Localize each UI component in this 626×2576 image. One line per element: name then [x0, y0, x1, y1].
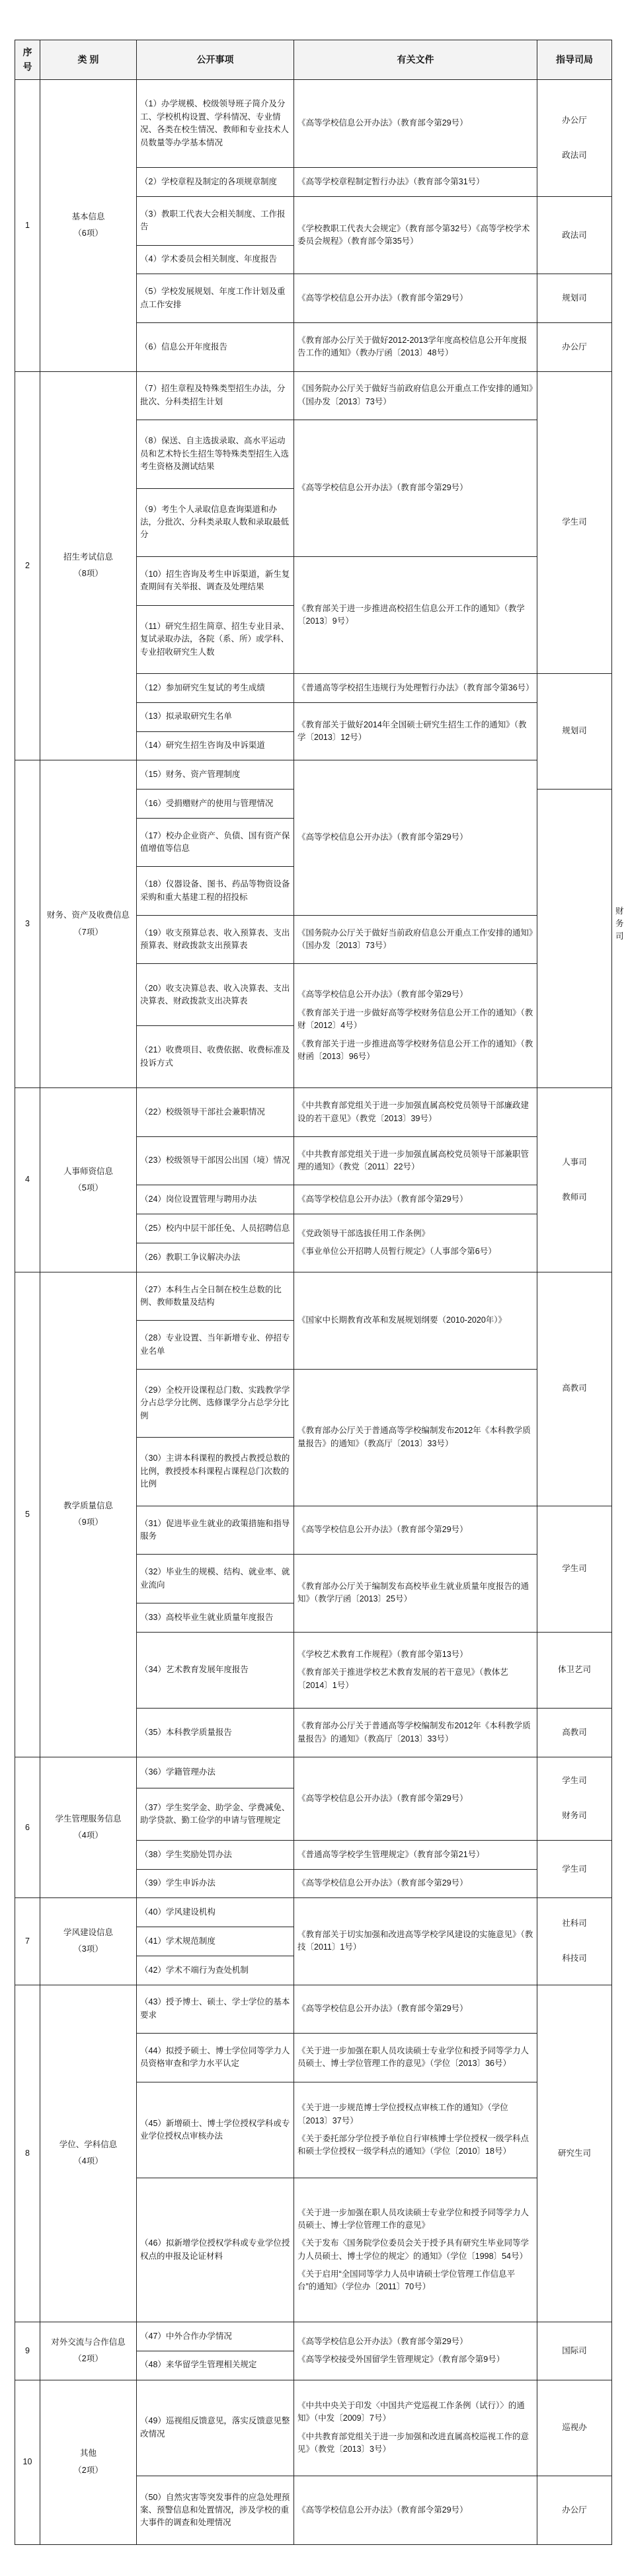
document-line: 《高等学校信息公开办法》（教育部令第29号）	[297, 1793, 468, 1803]
guiding-department	[537, 1840, 612, 1897]
department-line: 人事司	[562, 1157, 587, 1167]
disclosure-item	[137, 1757, 294, 1788]
document-line: 《高等学校信息公开办法》（教育部令第29号）	[297, 293, 468, 303]
table-row	[15, 1898, 612, 1927]
disclosure-item	[137, 1321, 294, 1370]
disclosure-item-text: （7）招生章程及特殊类型招生办法，分批次、分科类招生计划	[140, 384, 286, 406]
disclosure-item-text: （31）促进毕业生就业的政策措施和指导服务	[140, 1518, 290, 1541]
related-document	[294, 2178, 537, 2322]
category-count: （8项）	[73, 569, 103, 579]
department-line: 巡视办	[562, 2423, 587, 2433]
related-document	[294, 1136, 537, 1185]
row-category	[40, 1898, 137, 1985]
disclosure-item	[137, 80, 294, 168]
disclosure-item	[137, 1788, 294, 1840]
disclosure-item	[137, 420, 294, 488]
related-document	[294, 1555, 537, 1632]
department-line: 办公厅	[562, 115, 587, 125]
disclosure-item-text: （2）学校章程及制定的各项规章制度	[140, 176, 277, 186]
related-document	[294, 915, 537, 964]
guiding-department	[537, 1088, 612, 1272]
document-line: 《教育部办公厅关于普通高等学校编制发布2012年《本科教学质量报告》的通知》（教高厅〔2013〕33号）	[297, 1426, 531, 1448]
category-name: 基本信息	[71, 211, 105, 221]
table-body	[15, 80, 624, 2545]
document-line: 《教育部办公厅关于做好2012-2013学年度高校信息公开年度报告工作的通知》（教办厅函〔2013〕48号）	[297, 335, 528, 358]
category-name: 其他	[79, 2448, 97, 2458]
disclosure-item-text: （3）教职工代表大会相关制度、工作报告	[140, 209, 286, 232]
related-document	[294, 1985, 537, 2034]
document-line: 《教育部办公厅关于编制发布高校毕业生就业质量年度报告的通知》（教学厅函〔2013〕25号）	[297, 1582, 529, 1604]
disclosure-table	[15, 40, 624, 2545]
category-name: 学风建设信息	[63, 1928, 113, 1938]
disclosure-item	[137, 488, 294, 556]
disclosure-item	[137, 1927, 294, 1956]
related-document	[294, 964, 537, 1088]
guiding-department	[537, 1272, 612, 1506]
related-document	[294, 674, 537, 703]
disclosure-item	[137, 557, 294, 606]
disclosure-item	[137, 2322, 294, 2351]
related-document	[294, 2476, 537, 2545]
row-seq: 8	[15, 1985, 40, 2322]
row-category	[40, 1272, 137, 1757]
disclosure-item	[137, 1369, 294, 1437]
guiding-department	[537, 1898, 612, 1985]
header-seq: 序号	[15, 40, 40, 80]
row-seq: 2	[15, 371, 40, 760]
disclosure-item	[137, 915, 294, 964]
disclosure-item-text: （49）巡视组反馈意见，落实反馈意见整改情况	[140, 2416, 290, 2439]
disclosure-item	[137, 168, 294, 197]
document-line: 《教育部关于推进学校艺术教育发展的若干意见》（教体艺〔2014〕1号）	[297, 1668, 508, 1690]
guiding-department	[537, 2476, 612, 2545]
disclosure-item-text: （45）新增硕士、博士学位授权学科或专业学位授权点审核办法	[140, 2118, 290, 2141]
disclosure-item	[137, 1185, 294, 1214]
document-line: 《普通高等学校招生违规行为处理暂行办法》（教育部令第36号）	[297, 682, 534, 692]
disclosure-item	[137, 2380, 294, 2476]
department-line: 财务司	[562, 1811, 587, 1821]
department-line: 国际司	[562, 2345, 587, 2355]
document-line: 《高等学校信息公开办法》（教育部令第29号）	[297, 1878, 468, 1888]
department-line: 高教司	[562, 1383, 587, 1393]
document-line: 《高等学校信息公开办法》（教育部令第29号）	[297, 832, 468, 842]
disclosure-item-text: （48）来华留学生管理相关规定	[140, 2360, 257, 2370]
related-document	[294, 2082, 537, 2178]
document-line: 《高等学校信息公开办法》（教育部令第29号）	[297, 2505, 468, 2515]
document-line: 《教育部关于进一步推进高校招生信息公开工作的通知》（教学〔2013〕9号）	[297, 603, 525, 626]
row-seq: 6	[15, 1757, 40, 1897]
header-category: 类 别	[40, 40, 137, 80]
related-document	[294, 1632, 537, 1709]
disclosure-item	[137, 2082, 294, 2178]
row-category	[40, 1985, 137, 2322]
disclosure-item-text: （32）毕业生的规模、结构、就业率、就业流向	[140, 1567, 290, 1590]
document-line: 《教育部关于切实加强和改进高等学校学风建设的实施意见》（教技〔2011〕1号）	[297, 1930, 533, 1952]
table-row	[15, 1985, 612, 2034]
related-document	[294, 1709, 537, 1757]
disclosure-item	[137, 1555, 294, 1603]
disclosure-item	[137, 2476, 294, 2545]
disclosure-item-text: （41）学术规范制度	[140, 1936, 215, 1946]
related-document	[294, 2322, 537, 2380]
department-line: 研究生司	[557, 2148, 591, 2158]
disclosure-item	[137, 674, 294, 703]
category-name: 财务、资产及收费信息	[46, 910, 130, 920]
disclosure-item	[137, 371, 294, 420]
related-document	[294, 1214, 537, 1272]
disclosure-item-text: （44）拟授予硕士、博士学位同等学力人员资格审查和学力水平认定	[140, 2046, 290, 2069]
disclosure-item-text: （14）研究生招生咨询及申诉渠道	[140, 741, 265, 751]
document-line: 《关于进一步加强在职人员攻读硕士专业学位和授予同等学力人员硕士、博士学位管理工作的意见》	[297, 2207, 529, 2230]
disclosure-item	[137, 1632, 294, 1709]
row-category	[40, 371, 137, 760]
disclosure-item	[137, 1214, 294, 1243]
guiding-department	[537, 2380, 612, 2476]
disclosure-item	[137, 818, 294, 867]
department-line: 社科司	[562, 1919, 587, 1929]
document-line: 《高等学校信息公开办法》（教育部令第29号）	[297, 990, 468, 1000]
related-document	[294, 1840, 537, 1869]
disclosure-item-text: （10）招生咨询及考生申诉渠道，新生复查期间有关举报、调查及处理结果	[140, 569, 290, 592]
disclosure-item	[137, 1898, 294, 1927]
related-document	[294, 1757, 537, 1840]
row-category	[40, 80, 137, 372]
disclosure-item-text: （36）学籍管理办法	[140, 1767, 215, 1777]
document-line: 《教育部办公厅关于普通高等学校编制发布2012年《本科教学质量报告》的通知》（教高厅〔2013〕33号）	[297, 1721, 531, 1744]
category-name: 学生管理服务信息	[55, 1814, 122, 1823]
category-count: （9项）	[73, 1518, 103, 1527]
row-category	[40, 1088, 137, 1272]
department-line: 学生司	[562, 1776, 587, 1786]
related-document	[294, 322, 537, 371]
disclosure-item	[137, 867, 294, 916]
table-row	[15, 2380, 612, 2476]
document-line: 《高等学校章程制定暂行办法》（教育部令第31号）	[297, 176, 485, 186]
guiding-department	[537, 674, 612, 790]
document-line: 《学校教职工代表大会规定》（教育部令第32号）《高等学校学术委员会规程》（教育部令第35号）	[297, 223, 530, 246]
document-line: 《关于进一步加强在职人员攻读硕士专业学位和授予同等学力人员硕士、博士学位管理工作的意见》（学位〔2013〕36号）	[297, 2046, 529, 2069]
row-seq: 9	[15, 2322, 40, 2380]
related-document	[294, 1272, 537, 1369]
document-line: 《教育部关于进一步做好高等学校财务信息公开工作的通知》（教财〔2012〕4号）	[297, 1008, 533, 1031]
document-line: 《高等学校信息公开办法》（教育部令第29号）	[297, 118, 468, 128]
header-dept: 指导司局	[537, 40, 612, 80]
document-line: 《国务院办公厅关于做好当前政府信息公开重点工作安排的通知》（国办发〔2013〕73号）	[297, 384, 533, 406]
disclosure-item-text: （42）学术不端行为查处机制	[140, 1965, 249, 1975]
category-count: （2项）	[73, 2354, 103, 2364]
row-category	[40, 760, 137, 1088]
row-category	[40, 2380, 137, 2544]
department-line: 政法司	[562, 230, 587, 240]
department-line: 办公厅	[562, 2505, 587, 2515]
category-count: （5项）	[73, 1183, 103, 1193]
disclosure-item	[137, 1438, 294, 1506]
category-name: 对外交流与合作信息	[51, 2337, 126, 2347]
department-line: 规划司	[562, 293, 587, 303]
document-line: 《关于委托部分学位授予单位自行审核博士学位授权一级学科点和硕士学位授权一级学科点的通知》（学位〔2010〕18号）	[297, 2134, 529, 2156]
related-document	[294, 1506, 537, 1555]
category-count: （7项）	[73, 927, 103, 937]
disclosure-item	[137, 1603, 294, 1632]
department-line: 学生司	[562, 1563, 587, 1573]
table-row	[15, 1757, 612, 1788]
category-count: （4项）	[73, 1831, 103, 1841]
related-document	[294, 1088, 537, 1137]
related-document	[294, 702, 537, 760]
disclosure-item	[137, 1985, 294, 2034]
disclosure-item-text: （11）研究生招生简章、招生专业目录、复试录取办法，各院（系、所）或学科、专业招收研究生人数	[140, 621, 290, 657]
disclosure-item-text: （43）授予博士、硕士、学士学位的基本要求	[140, 1997, 290, 2020]
disclosure-item	[137, 274, 294, 323]
department-line: 学生司	[562, 1864, 587, 1874]
document-line: 《高等学校信息公开办法》（教育部令第29号）	[297, 2004, 468, 2014]
related-document	[294, 168, 537, 197]
disclosure-item-text: （46）拟新增学位授权学科或专业学位授权点的申报及论证材料	[140, 2238, 290, 2261]
table-row	[15, 371, 612, 420]
header-doc: 有关文件	[294, 40, 537, 80]
document-line: 《教育部关于做好2014年全国硕士研究生招生工作的通知》（教学〔2013〕12号）	[297, 719, 527, 743]
disclosure-item	[137, 789, 294, 818]
category-name: 招生考试信息	[63, 552, 113, 562]
disclosure-item	[137, 702, 294, 731]
document-line: 《高等学校接受外国留学生管理规定》（教育部令第9号）	[297, 2355, 505, 2365]
category-name: 人事师资信息	[63, 1166, 113, 1176]
disclosure-item-text: （17）校办企业资产、负债、国有资产保值增值等信息	[140, 830, 290, 853]
guiding-department	[537, 1709, 612, 1757]
category-count: （4项）	[73, 2156, 103, 2166]
disclosure-item	[137, 245, 294, 274]
disclosure-item-text: （23）校级领导干部因公出国（境）情况	[140, 1156, 290, 1165]
department-line: 学生司	[562, 517, 587, 527]
row-seq: 5	[15, 1272, 40, 1757]
document-line: 《关于发布〈国务院学位委员会关于授予具有研究生毕业同等学力人员硕士、博士学位的规定〉的通知》（学位〔1998〕54号）	[297, 2238, 529, 2261]
disclosure-item-text: （4）学术委员会相关制度、年度报告	[140, 254, 277, 264]
table-row	[15, 1088, 612, 1137]
related-document	[294, 1869, 537, 1898]
disclosure-item	[137, 605, 294, 673]
guiding-department	[537, 1757, 612, 1840]
disclosure-item	[137, 964, 294, 1026]
related-document	[294, 274, 537, 323]
document-line: 《高等学校信息公开办法》（教育部令第29号）	[297, 483, 468, 493]
document-line: 《教育部关于进一步推进高等学校财务信息公开工作的通知》（教财函〔2013〕96号）	[297, 1039, 533, 1061]
table-row	[15, 2322, 612, 2351]
related-document	[294, 420, 537, 557]
document-line: 《中共教育部党组关于进一步加强和改进直属高校巡视工作的意见》（教党〔2013〕3号）	[297, 2431, 529, 2454]
department-line: 科技司	[562, 1954, 587, 1964]
document-line: 《高等学校信息公开办法》（教育部令第29号）	[297, 2336, 468, 2346]
related-document	[294, 760, 537, 916]
disclosure-item-text: （18）仪器设备、图书、药品等物资设备采购和重大基建工程的招投标	[140, 879, 290, 902]
document-line: 《学校艺术教育工作规程》（教育部令第13号）	[297, 1649, 468, 1659]
document-line: 《国家中长期教育改革和发展规划纲要（2010-2020年）》	[297, 1315, 507, 1325]
disclosure-item	[137, 1709, 294, 1757]
document-line: 《中共中央关于印发〈中国共产党巡视工作条例（试行）〉的通知》（中发〔2009〕7号）	[297, 2401, 525, 2423]
disclosure-item-text: （40）学风建设机构	[140, 1907, 215, 1917]
related-document	[294, 80, 537, 168]
disclosure-item	[137, 2351, 294, 2380]
disclosure-item-text: （20）收支决算总表、收入决算表、支出决算表、财政拨款支出决算表	[140, 983, 290, 1006]
guiding-department	[537, 1632, 612, 1709]
guiding-department	[537, 274, 612, 323]
disclosure-item-text: （26）教职工争议解决办法	[140, 1252, 241, 1262]
category-count: （3项）	[73, 1944, 103, 1954]
row-category	[40, 1757, 137, 1897]
disclosure-item	[137, 1088, 294, 1137]
related-document	[294, 2380, 537, 2476]
document-line: 《关于进一步规范博士学位授权点审核工作的通知》（学位〔2013〕37号）	[297, 2103, 508, 2125]
category-count: （6项）	[73, 229, 103, 239]
disclosure-item	[137, 1026, 294, 1088]
table-row	[15, 80, 612, 168]
disclosure-item	[137, 1956, 294, 1985]
disclosure-item-text: （15）财务、资产管理制度	[140, 769, 241, 779]
document-line: 《事业单位公开招聘人员暂行规定》（人事部令第6号）	[297, 1247, 496, 1257]
disclosure-item-text: （47）中外合作办学情况	[140, 2331, 232, 2341]
disclosure-item-text: （25）校内中层干部任免、人员招聘信息	[140, 1223, 290, 1233]
disclosure-item	[137, 197, 294, 246]
disclosure-item-text: （50）自然灾害等突发事件的应急处理预案、预警信息和处置情况，涉及学校的重大事件的调查和处理情况	[140, 2492, 290, 2528]
table-row	[15, 1272, 612, 1321]
guiding-department	[537, 1506, 612, 1632]
disclosure-item-text: （29）全校开设课程总门数、实践教学学分占总学分比例、选修课学分占总学分比例	[140, 1385, 290, 1420]
department-line: 政法司	[562, 151, 587, 161]
disclosure-item-text: （39）学生申诉办法	[140, 1878, 215, 1888]
document-line: 《关于启用“全国同等学力人员申请硕士学位管理工作信息平台”的通知》（学位办〔2011〕70号）	[297, 2269, 516, 2292]
guiding-department	[537, 197, 612, 274]
disclosure-item	[137, 1869, 294, 1898]
disclosure-item-text: （1）办学规模、校级领导班子简介及分工、学校机构设置、学科情况、专业情况、各类在校生情况、教师和专业技术人员数量等办学基本情况	[140, 99, 290, 147]
disclosure-item-text: （27）本科生占全日制在校生总数的比例、教师数量及结构	[140, 1284, 282, 1307]
disclosure-item	[137, 1136, 294, 1185]
document-line: 《国务院办公厅关于做好当前政府信息公开重点工作安排的通知》（国办发〔2013〕73号）	[297, 928, 533, 951]
row-seq: 4	[15, 1088, 40, 1272]
document-line: 《党政领导干部选拔任用工作条例》	[297, 1229, 430, 1239]
row-seq: 7	[15, 1898, 40, 1985]
disclosure-item	[137, 1506, 294, 1555]
related-document	[294, 1369, 537, 1506]
disclosure-item-text: （12）参加研究生复试的考生成绩	[140, 682, 265, 692]
disclosure-item-text: （21）收费项目、收费依据、收费标准及投诉方式	[140, 1045, 290, 1068]
document-line: 《中共教育部党组关于进一步加强直属高校党员领导干部兼职管理的通知》（教党〔2011〕22号）	[297, 1149, 529, 1172]
disclosure-item-text: （24）岗位设置管理与聘用办法	[140, 1195, 257, 1204]
disclosure-item-text: （9）考生个人录取信息查询渠道和办法，分批次、分科类录取人数和录取最低分	[140, 504, 290, 540]
disclosure-item	[137, 760, 294, 790]
related-document	[294, 371, 537, 420]
disclosure-item-text: （33）高校毕业生就业质量年度报告	[140, 1612, 274, 1622]
category-count: （2项）	[73, 2465, 103, 2475]
related-document	[294, 557, 537, 674]
department-line: 办公厅	[562, 342, 587, 351]
document-line: 《普通高等学校学生管理规定》（教育部令第21号）	[297, 1849, 485, 1859]
disclosure-item-text: （28）专业设置、当年新增专业、停招专业名单	[140, 1333, 290, 1356]
department-line: 高教司	[562, 1728, 587, 1737]
disclosure-item-text: （5）学校发展规划、年度工作计划及重点工作安排	[140, 287, 286, 309]
document-line: 《中共教育部党组关于进一步加强直属高校党员领导干部廉政建设的若干意见》（教党〔2013〕39号）	[297, 1101, 529, 1123]
related-document	[294, 1898, 537, 1985]
disclosure-item	[137, 731, 294, 760]
disclosure-item-text: （35）本科教学质量报告	[140, 1728, 232, 1737]
disclosure-item-text: （38）学生奖励处罚办法	[140, 1849, 232, 1859]
document-line: 《高等学校信息公开办法》（教育部令第29号）	[297, 1195, 468, 1204]
related-document	[294, 2034, 537, 2082]
table-row: 3 财务、资产及收费信息 （7项） （15）财务、资产管理制度 《高等学校信息公开办法》（教育部令第29号） 财务司	[15, 760, 612, 790]
department-line: 体卫艺司	[557, 1665, 591, 1675]
related-document	[294, 1185, 537, 1214]
row-seq: 10	[15, 2380, 40, 2544]
header-item: 公开事项	[137, 40, 294, 80]
disclosure-item-text: （8）保送、自主选拔录取、高水平运动员和艺术特长生招生等特殊类型招生入选考生资格及测试结果	[140, 436, 290, 472]
department-line: 教师司	[562, 1192, 587, 1202]
disclosure-item-text: （30）主讲本科课程的教授占教授总数的比例，教授授本科课程占课程总门次数的比例	[140, 1454, 290, 1489]
department-line: 规划司	[562, 726, 587, 736]
table-header-row	[15, 40, 612, 80]
disclosure-item-text: （13）拟录取研究生名单	[140, 712, 232, 721]
row-category	[40, 2322, 137, 2380]
disclosure-item	[137, 1243, 294, 1272]
related-document	[294, 197, 537, 274]
document-line: 《高等学校信息公开办法》（教育部令第29号）	[297, 1525, 468, 1535]
disclosure-item	[137, 1840, 294, 1869]
disclosure-item-text: （22）校级领导干部社会兼职情况	[140, 1107, 265, 1117]
disclosure-item	[137, 2178, 294, 2322]
category-name: 学位、学科信息	[59, 2139, 118, 2149]
category-name: 教学质量信息	[63, 1500, 113, 1510]
disclosure-item-text: （6）信息公开年度报告	[140, 342, 227, 351]
guiding-department	[537, 371, 612, 674]
guiding-department	[537, 1985, 612, 2322]
guiding-department	[537, 2322, 612, 2380]
row-seq: 1	[15, 80, 40, 372]
disclosure-item-text: （16）受捐赠财产的使用与管理情况	[140, 798, 274, 808]
disclosure-item-text: （37）学生奖学金、助学金、学费减免、助学贷款、勤工俭学的申请与管理规定	[140, 1802, 290, 1825]
disclosure-item-text: （19）收支预算总表、收入预算表、支出预算表、财政拨款支出预算表	[140, 928, 290, 951]
disclosure-item	[137, 1272, 294, 1321]
guiding-department	[537, 322, 612, 371]
disclosure-item	[137, 2034, 294, 2082]
disclosure-item	[137, 322, 294, 371]
disclosure-item-text: （34）艺术教育发展年度报告	[140, 1665, 249, 1675]
disclosure-table-container	[15, 40, 624, 2545]
row-seq: 3	[15, 760, 40, 1088]
guiding-department	[537, 80, 612, 197]
